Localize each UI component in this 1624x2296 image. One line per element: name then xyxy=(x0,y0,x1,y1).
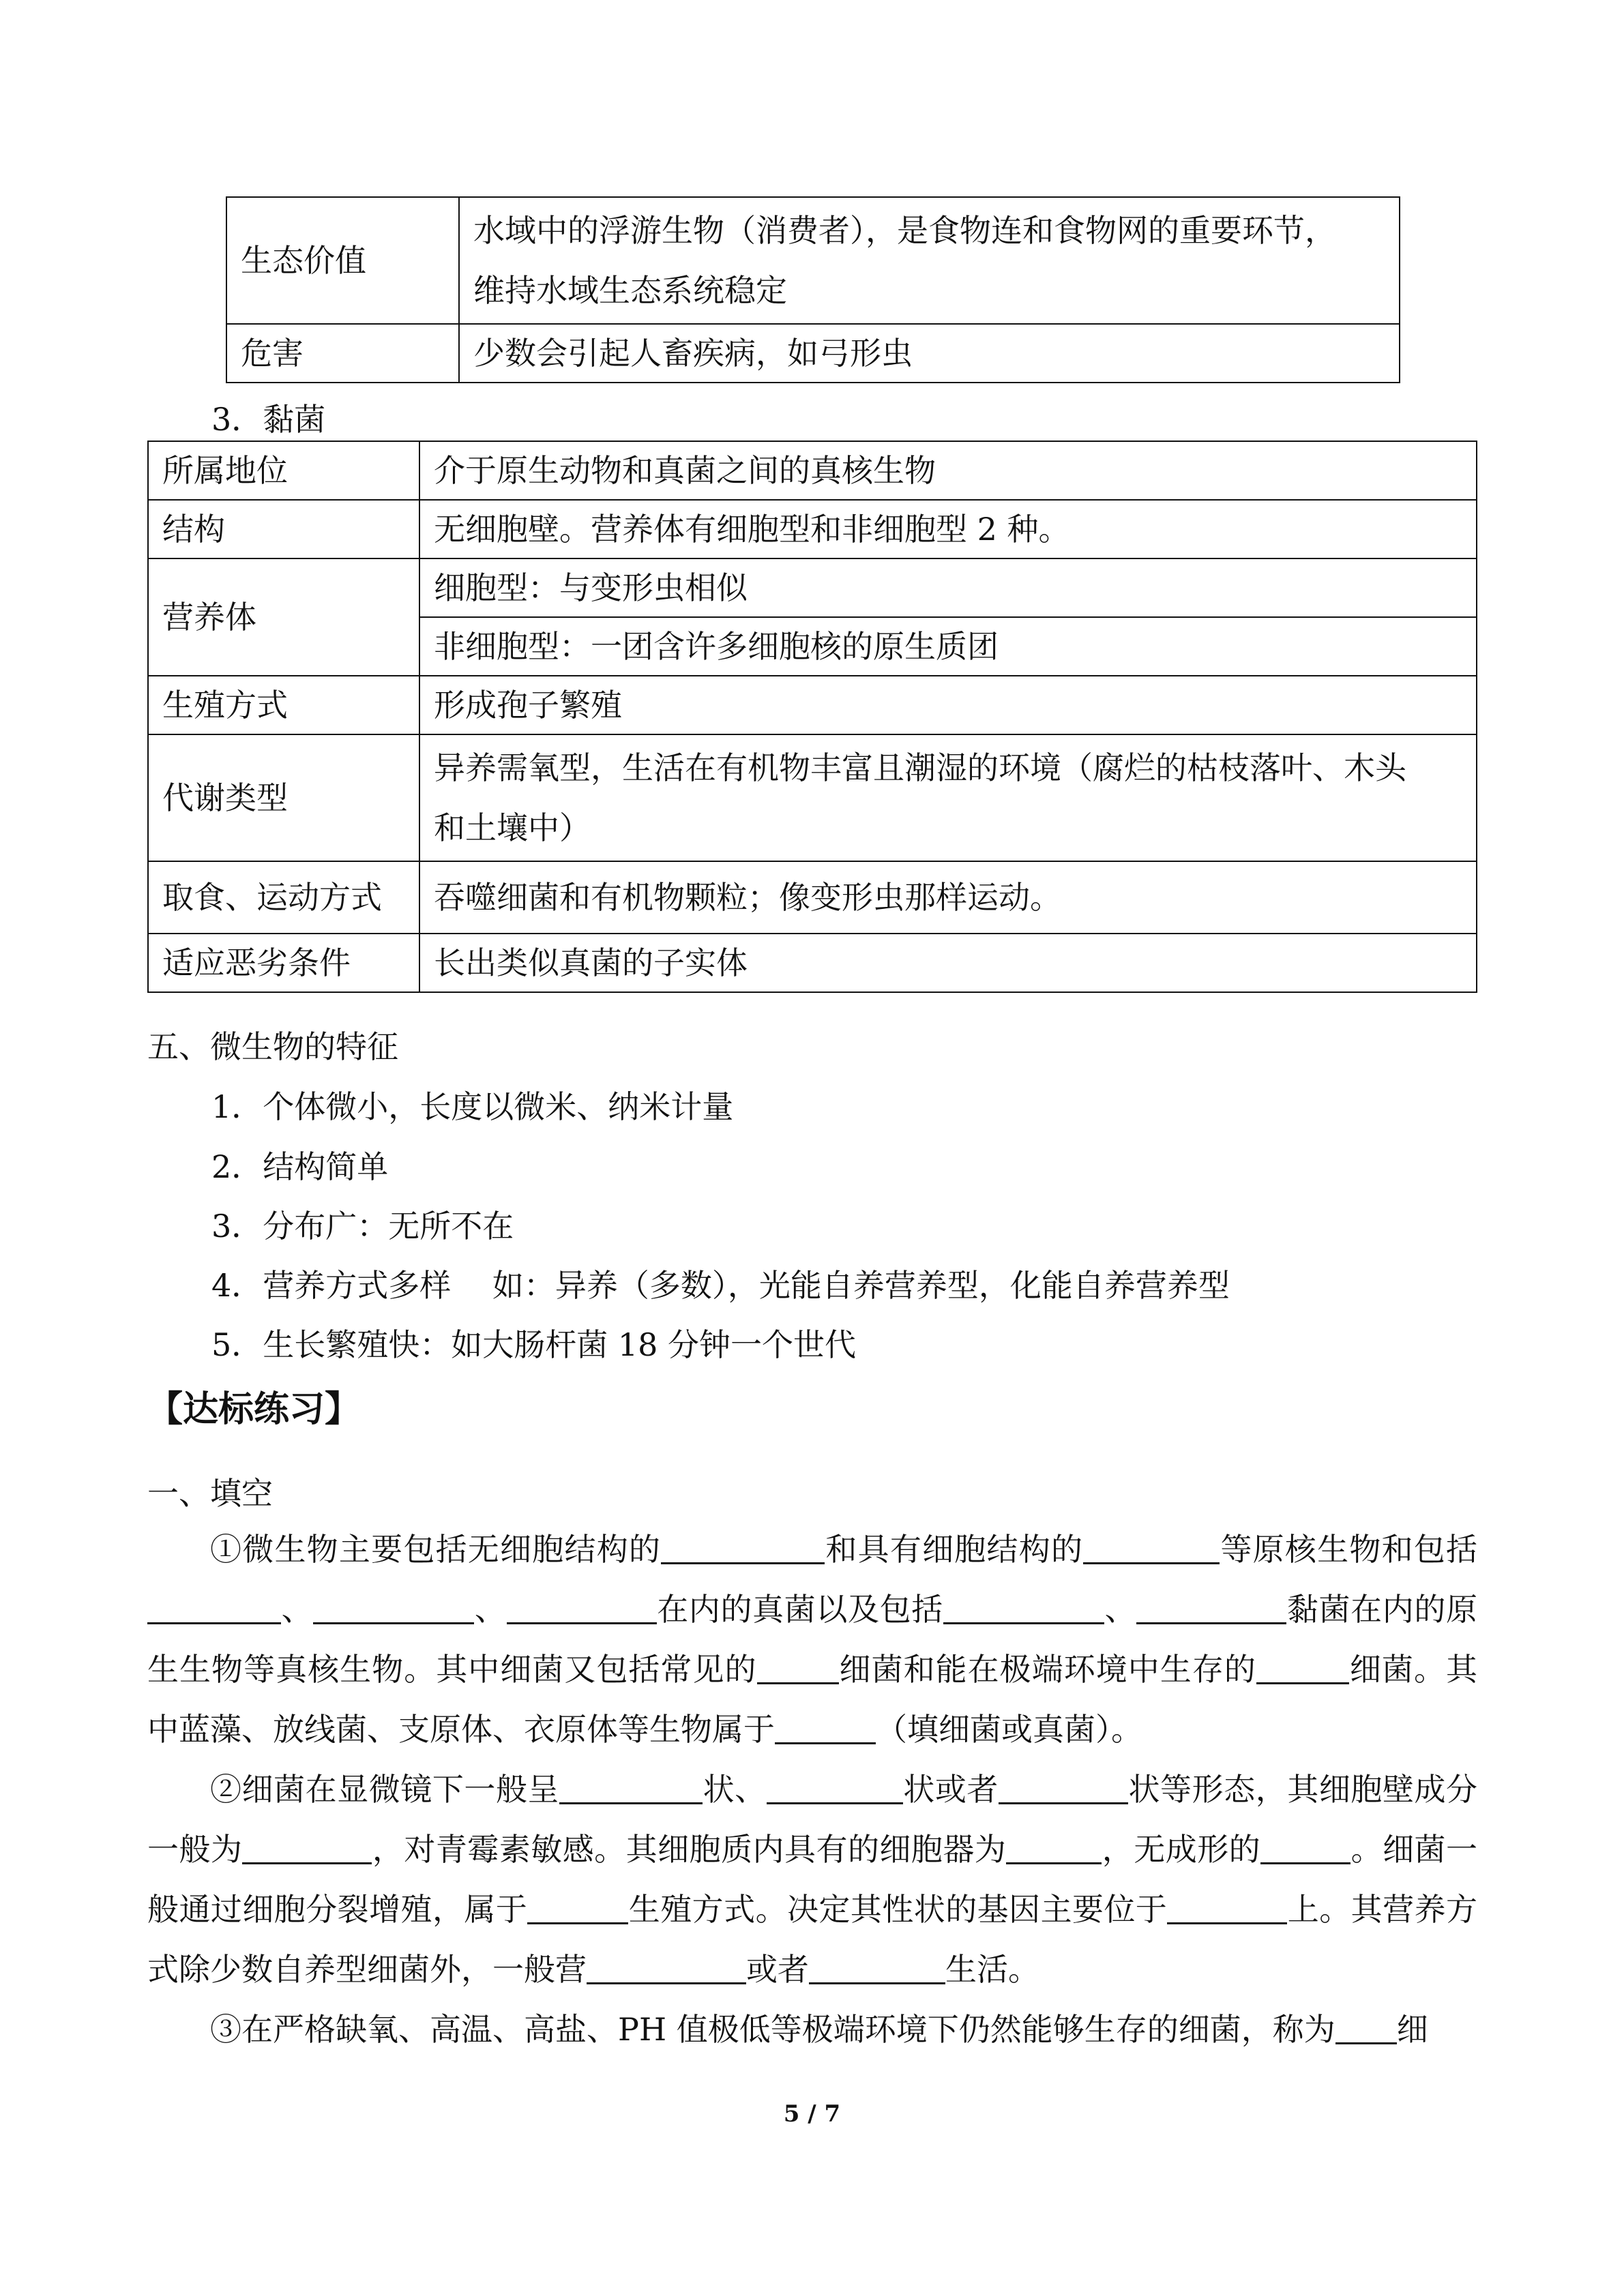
table-row xyxy=(148,734,1477,861)
text: 、 xyxy=(474,1591,507,1628)
row-label: 代谢类型 xyxy=(148,734,419,861)
text: 细菌。其中蓝藻、放线菌、支原体、衣原体等生物属于 xyxy=(147,1651,1478,1748)
blank[interactable] xyxy=(242,1831,372,1864)
text: 、 xyxy=(1104,1591,1137,1628)
blank[interactable] xyxy=(587,1951,746,1984)
row-value: 少数会引起人畜疾病，如弓形虫 xyxy=(459,324,1400,383)
fill-paragraph-2 xyxy=(147,1759,1477,1999)
blank[interactable] xyxy=(775,1711,876,1744)
feature-item: 1．个体微小，长度以微米、纳米计量 xyxy=(211,1088,734,1125)
table-row xyxy=(226,197,1400,324)
row-value: 吞噬细菌和有机物颗粒；像变形虫那样运动。 xyxy=(419,861,1477,934)
row-value: 无细胞壁。营养体有细胞型和非细胞型 2 种。 xyxy=(419,500,1477,558)
text: ，无成形的 xyxy=(1102,1831,1261,1868)
table-row xyxy=(148,676,1477,734)
blank[interactable] xyxy=(999,1771,1128,1804)
feature-item: 2．结构简单 xyxy=(211,1148,389,1185)
row-label: 所属地位 xyxy=(148,441,419,500)
blank[interactable] xyxy=(661,1531,825,1564)
row-value-line: 和土壤中） xyxy=(434,809,591,846)
exercise-heading: 【达标练习】 xyxy=(147,1389,361,1430)
row-label: 生态价值 xyxy=(226,197,459,324)
feature-item: 5．生长繁殖快：如大肠杆菌 18 分钟一个世代 xyxy=(211,1326,857,1363)
blank[interactable] xyxy=(1006,1831,1102,1864)
blank[interactable] xyxy=(559,1771,703,1804)
blank[interactable] xyxy=(943,1591,1104,1624)
fill-paragraph-3 xyxy=(147,1999,1477,2059)
blank[interactable] xyxy=(507,1591,657,1624)
text: 。细菌一般通过细胞分裂增殖，属于 xyxy=(147,1831,1478,1928)
blank[interactable] xyxy=(809,1951,945,1984)
protozoa-table xyxy=(226,196,1400,383)
text: ③在严格缺氧、高温、高盐、PH 值极低等极端环境下仍然能够生存的细菌，称为 xyxy=(210,2011,1335,2048)
text: 生殖方式。决定其性状的基因主要位于 xyxy=(628,1891,1168,1928)
text: （填细菌或真菌）。 xyxy=(876,1711,1142,1748)
blank[interactable] xyxy=(767,1771,903,1804)
table-row xyxy=(148,861,1477,934)
text: ，对青霉素敏感。其细胞质内具有的细胞器为 xyxy=(372,1831,1007,1868)
row-value: 非细胞型：一团含许多细胞核的原生质团 xyxy=(419,617,1477,676)
text: ①微生物主要包括无细胞结构的 xyxy=(210,1531,662,1568)
text: 状或者 xyxy=(902,1771,999,1808)
features-title: 五、微生物的特征 xyxy=(147,1028,398,1065)
exercise-section-title: 一、填空 xyxy=(147,1475,273,1512)
row-label: 营养体 xyxy=(148,558,419,676)
text: 和具有细胞结构的 xyxy=(825,1531,1084,1568)
text: 细菌和能在极端环境中生存的 xyxy=(838,1651,1256,1688)
table-row xyxy=(148,500,1477,558)
page-number: 5 / 7 xyxy=(783,2100,841,2128)
row-value-line: 异养需氧型，生活在有机物丰富且潮湿的环境（腐烂的枯枝落叶、木头 xyxy=(434,749,1406,786)
row-value: 介于原生动物和真菌之间的真核生物 xyxy=(419,441,1477,500)
row-label: 取食、运动方式 xyxy=(148,861,419,934)
text: ②细菌在显微镜下一般呈 xyxy=(210,1771,560,1808)
text: 细 xyxy=(1396,2011,1428,2048)
table-row xyxy=(148,934,1477,992)
row-value-line: 维持水域生态系统稳定 xyxy=(473,272,787,309)
row-value-line: 水域中的浮游生物（消费者），是食物连和食物网的重要环节， xyxy=(473,212,1336,249)
row-label: 生殖方式 xyxy=(148,676,419,734)
fill-paragraph-1 xyxy=(147,1519,1477,1759)
text: 等原核生物和包括 xyxy=(1220,1531,1478,1568)
text: 上。其营养方式除少数自养型细菌外，一般营 xyxy=(147,1891,1478,1988)
text: 、 xyxy=(281,1591,314,1628)
blank[interactable] xyxy=(313,1591,474,1624)
blank[interactable] xyxy=(147,1591,281,1624)
text: 状等形态，其细胞壁成分一般为 xyxy=(147,1771,1478,1868)
row-label: 适应恶劣条件 xyxy=(148,934,419,992)
table-row xyxy=(226,324,1400,383)
row-value xyxy=(459,197,1400,324)
row-value: 长出类似真菌的子实体 xyxy=(419,934,1477,992)
row-value: 细胞型：与变形虫相似 xyxy=(419,558,1477,617)
blank[interactable] xyxy=(1256,1651,1349,1684)
blank[interactable] xyxy=(757,1651,839,1684)
blank[interactable] xyxy=(1083,1531,1220,1564)
slime-mold-table xyxy=(147,441,1477,993)
row-label: 结构 xyxy=(148,500,419,558)
text: 或者 xyxy=(746,1951,809,1988)
blank[interactable] xyxy=(1136,1591,1286,1624)
feature-item: 3．分布广：无所不在 xyxy=(211,1208,514,1244)
table-row xyxy=(148,441,1477,500)
blank[interactable] xyxy=(1260,1831,1350,1864)
blank[interactable] xyxy=(1335,2011,1397,2044)
blank[interactable] xyxy=(1167,1891,1287,1924)
text: 黏菌在内的原生生物等真核生物。其中细菌又包括常见的 xyxy=(147,1591,1478,1688)
slime-mold-heading: 3．黏菌 xyxy=(211,401,326,438)
row-value: 形成孢子繁殖 xyxy=(419,676,1477,734)
text: 生活。 xyxy=(945,1951,1039,1988)
text: 状、 xyxy=(703,1771,767,1808)
text: 在内的真菌以及包括 xyxy=(656,1591,943,1628)
blank[interactable] xyxy=(527,1891,628,1924)
feature-item: 4．营养方式多样 如：异养（多数），光能自养营养型，化能自养营养型 xyxy=(211,1267,1230,1304)
row-label: 危害 xyxy=(226,324,459,383)
row-value xyxy=(419,734,1477,861)
table-row xyxy=(148,558,1477,617)
